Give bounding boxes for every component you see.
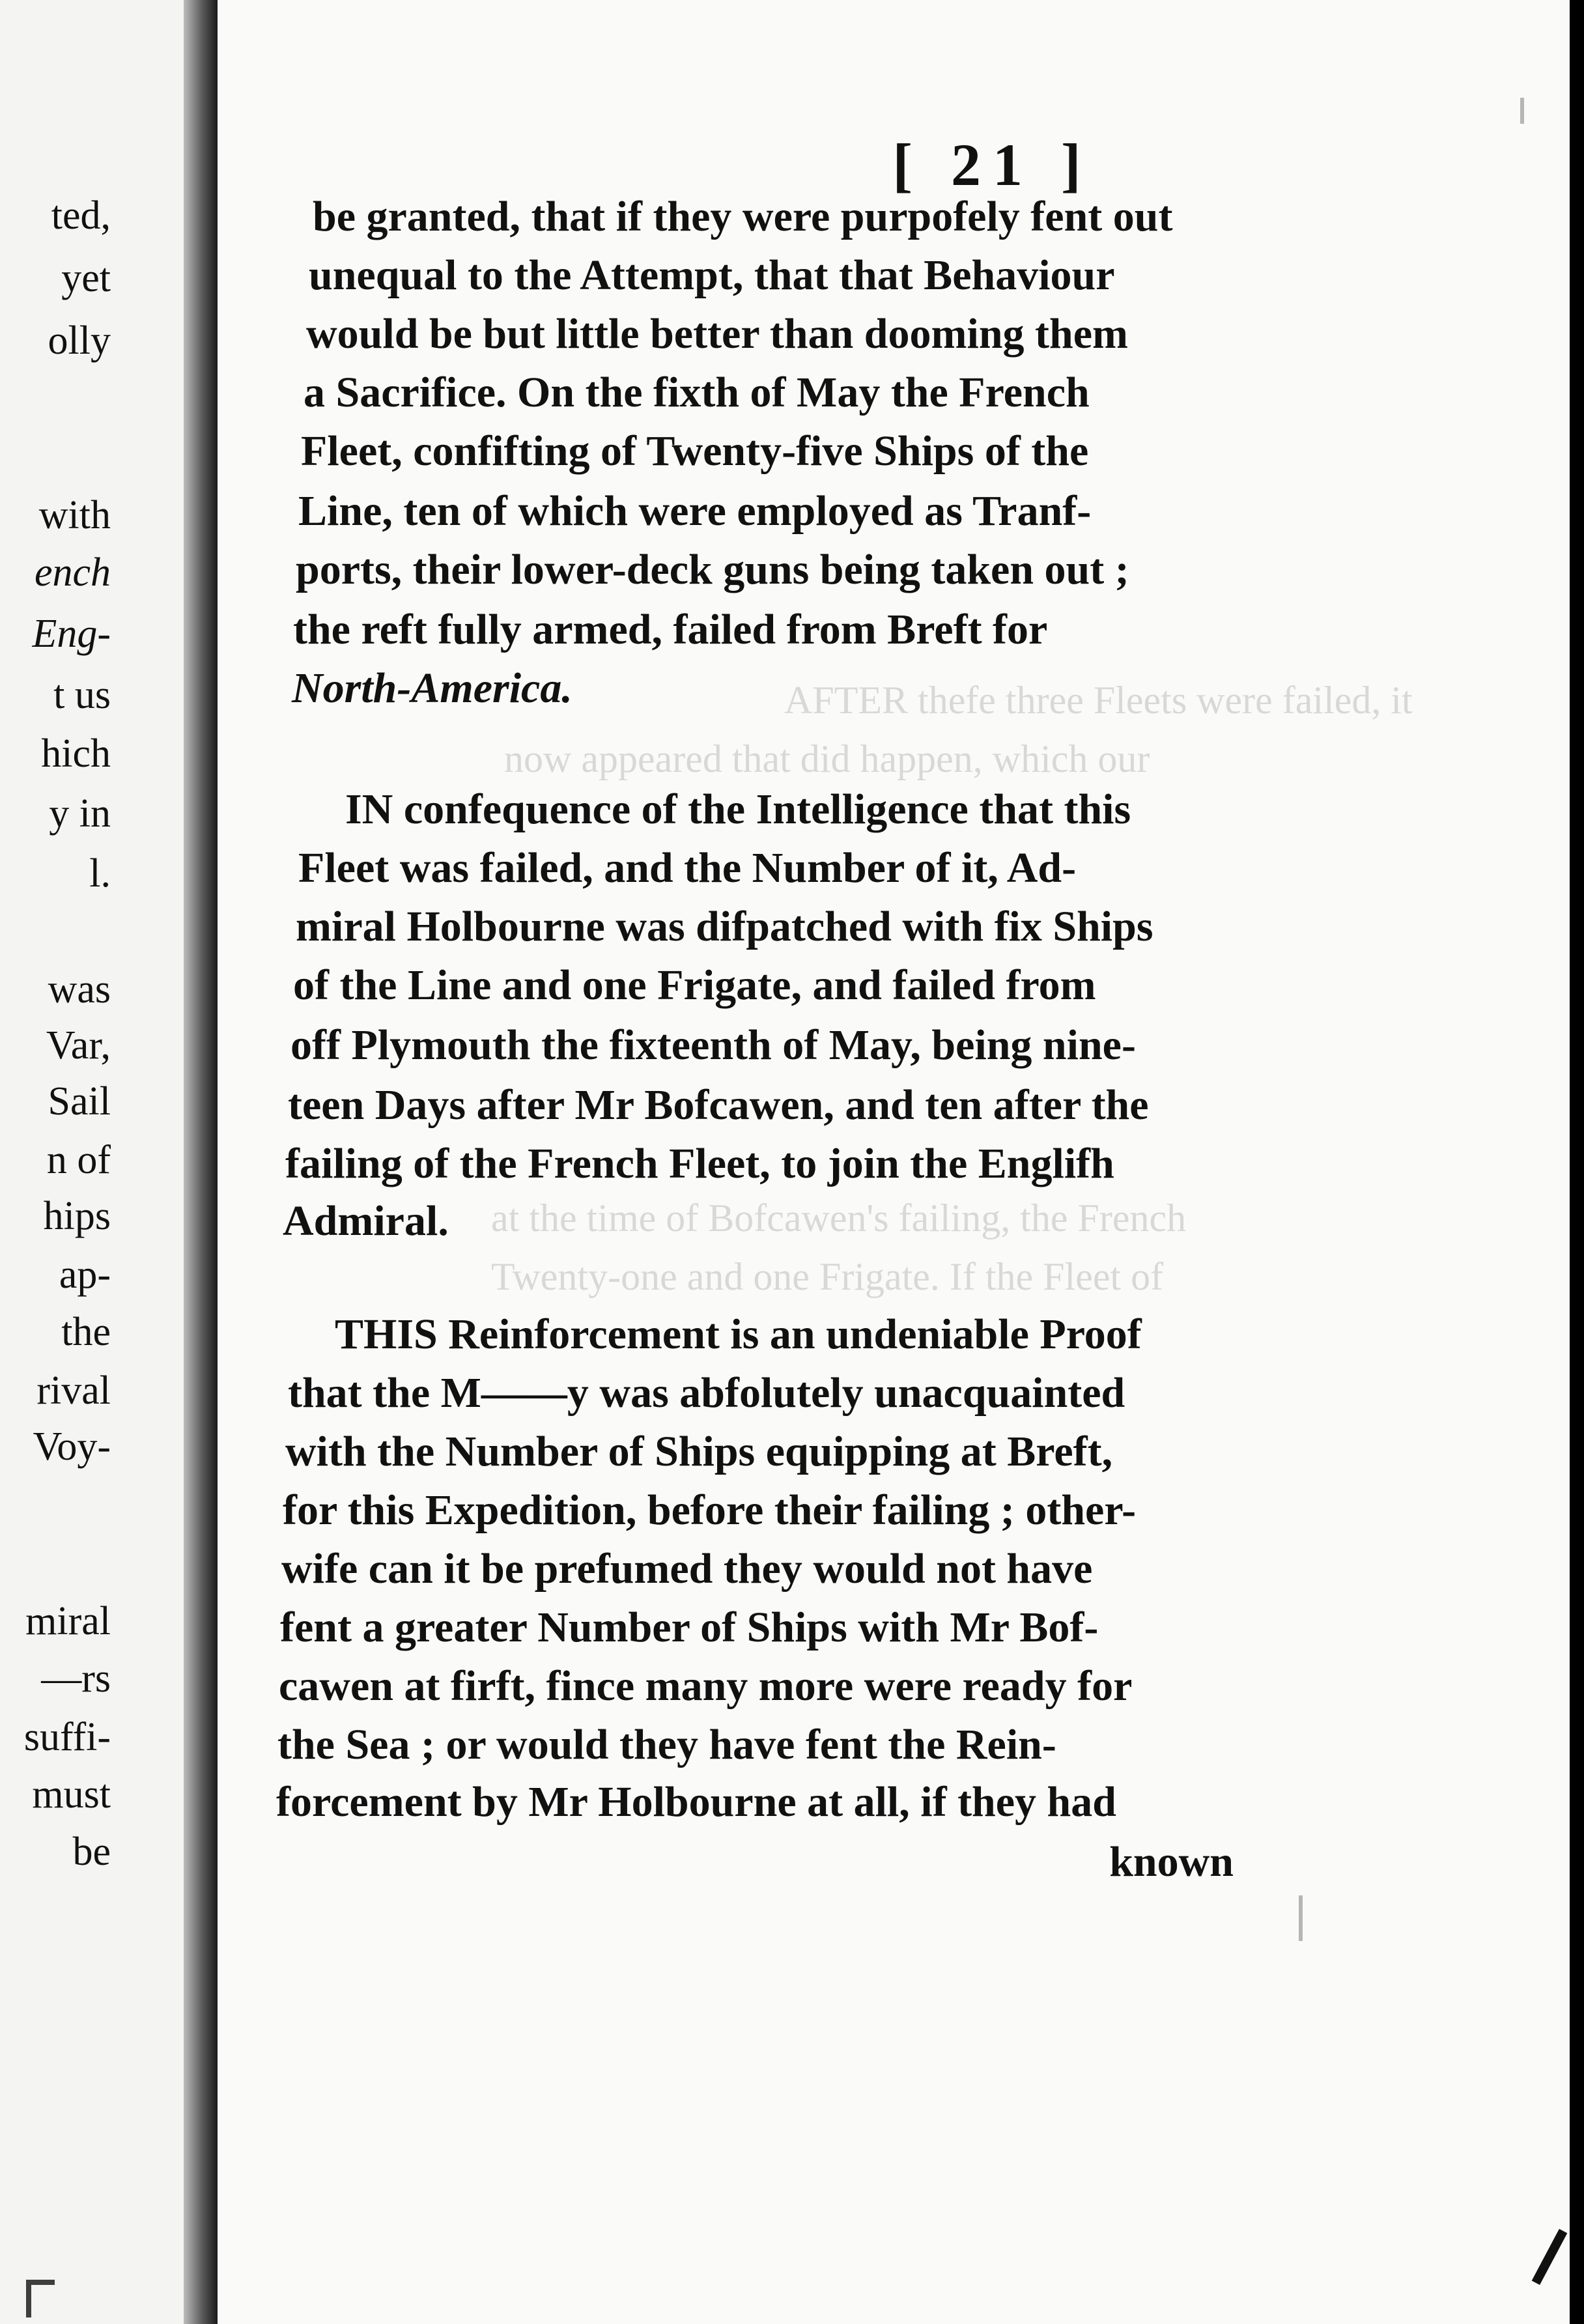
margin-fragment: the (61, 1310, 111, 1354)
text-line: fent a greater Number of Ships with Mr Bof- (280, 1604, 1099, 1651)
show-through-text: AFTER thefe three Fleets were failed, it (784, 679, 1413, 722)
text-line: cawen at firft, fince many more were ready for (279, 1662, 1133, 1710)
text-line: would be but little better than dooming them (306, 310, 1128, 358)
margin-fragment: miral (25, 1599, 111, 1643)
text-line: that the M——y was abfolutely unacquainted (288, 1369, 1125, 1417)
margin-fragment: yet (61, 256, 111, 300)
text-line: the reft fully armed, failed from Breft for (293, 606, 1048, 653)
margin-fragment: was (48, 967, 111, 1012)
text-line: miral Holbourne was difpatched with fix Ships (296, 903, 1153, 950)
margin-fragment: be (72, 1830, 111, 1874)
print-mark (1520, 98, 1524, 124)
text-line: with the Number of Ships equipping at Breft, (285, 1428, 1113, 1475)
margin-fragment: suffi- (23, 1715, 111, 1759)
print-mark (1299, 1895, 1303, 1941)
text-line: Line, ten of which were employed as Tranf- (298, 487, 1092, 535)
text-line: Fleet was failed, and the Number of it, Ad- (298, 844, 1077, 892)
margin-fragment: y in (49, 791, 111, 836)
text-line: failing of the French Fleet, to join the Englifh (285, 1140, 1114, 1187)
left-page-edge (0, 0, 190, 2324)
book-page (218, 0, 1570, 2324)
margin-fragment: with (38, 493, 111, 537)
text-line: be granted, that if they were purpofely fent out (313, 193, 1173, 240)
margin-fragment: ap- (59, 1253, 111, 1297)
margin-fragment: n of (46, 1138, 111, 1182)
margin-fragment: rival (36, 1368, 111, 1413)
text-line: for this Expedition, before their failing ; other- (283, 1486, 1137, 1534)
margin-fragment: ench (34, 550, 111, 595)
text-line: off Plymouth the fixteenth of May, being nine- (290, 1021, 1136, 1069)
margin-fragment: t us (53, 673, 111, 717)
show-through-text: at the time of Bofcawen's failing, the French (491, 1197, 1187, 1240)
text-line: ports, their lower-deck guns being taken out ; (296, 546, 1129, 593)
text-line: Admiral. (283, 1197, 449, 1245)
text-line: forcement by Mr Holbourne at all, if they had (276, 1778, 1116, 1826)
text-line: Fleet, confifting of Twenty-five Ships of the (301, 427, 1089, 475)
margin-fragment: must (32, 1772, 111, 1817)
margin-fragment: Var, (46, 1023, 111, 1068)
margin-fragment: hips (43, 1194, 111, 1238)
text-line: the Sea ; or would they have fent the Rein- (277, 1721, 1056, 1768)
margin-fragment: Eng- (32, 612, 111, 656)
text-line: of the Line and one Frigate, and failed from (293, 961, 1096, 1009)
text-line: THIS Reinforcement is an undeniable Proof (335, 1311, 1142, 1358)
text-line: IN confequence of the Intelligence that this (345, 786, 1131, 833)
show-through-text: now appeared that did happen, which our (504, 737, 1150, 780)
book-gutter-shadow (184, 0, 218, 2324)
margin-fragment: —rs (41, 1656, 111, 1701)
catchword: known (1109, 1838, 1234, 1886)
margin-fragment: l. (89, 851, 111, 896)
margin-fragment: olly (48, 319, 111, 363)
show-through-text: Twenty-one and one Frigate. If the Fleet of (491, 1255, 1164, 1298)
text-line: North-America. (292, 664, 573, 712)
scan-edge (1570, 0, 1584, 2324)
text-line: a Sacrifice. On the fixth of May the French (304, 369, 1090, 416)
text-line: teen Days after Mr Bofcawen, and ten after the (288, 1081, 1149, 1129)
margin-fragment: hich (41, 731, 111, 776)
page-number: [ 21 ] (892, 132, 1093, 198)
text-line: wife can it be prefumed they would not have (281, 1545, 1093, 1593)
corner-mark (26, 2280, 55, 2317)
margin-fragment: ted, (51, 193, 111, 238)
margin-fragment: Sail (48, 1079, 111, 1124)
text-line: unequal to the Attempt, that that Behaviour (309, 251, 1115, 299)
margin-fragment: Voy- (33, 1424, 111, 1469)
